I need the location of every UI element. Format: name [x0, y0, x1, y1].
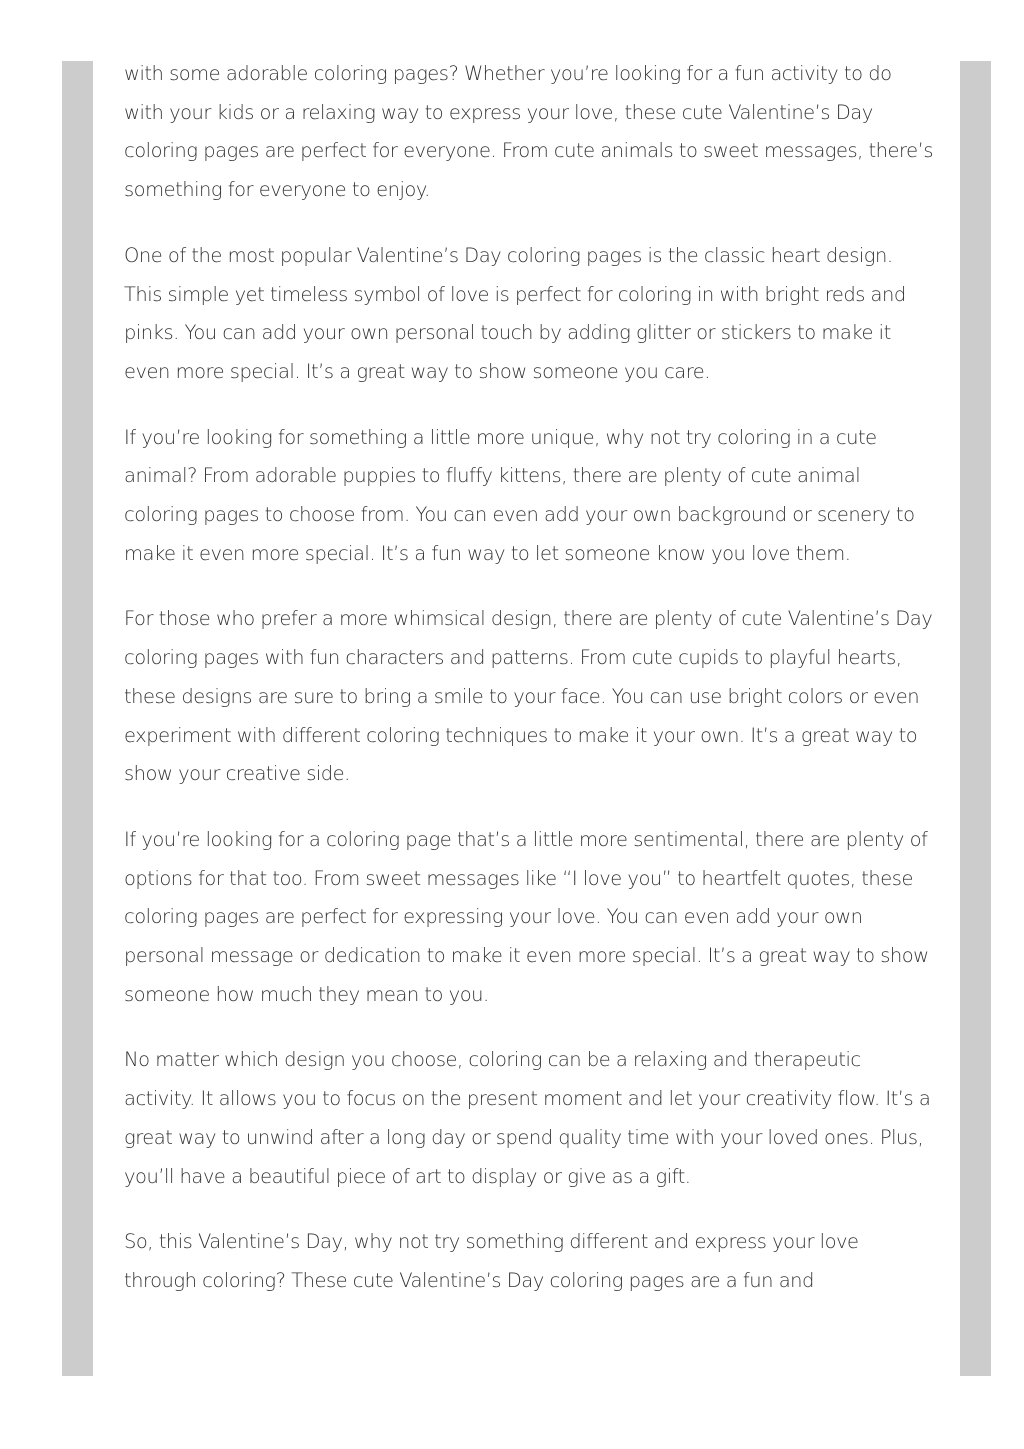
paragraph: So, this Valentine’s Day, why not try something different and express your love through coloring? These cute Valentine’s Day coloring pages are a fun and — [124, 1230, 859, 1292]
paragraph: One of the most popular Valentine’s Day coloring pages is the classic heart design. This simple yet timeless symbol of love is perfect for coloring in with bright reds and pinks. You can add your own personal touch by adding glitter or stickers to make it even more special. It’s a great way to show someone you care. — [124, 243, 906, 383]
paragraph: For those who prefer a more whimsical design, there are plenty of cute Valentine’s Day coloring pages with fun characters and patterns. From cute cupids to playful hearts, these designs are sure to bring a smile to your face. You can use bright colors or even experiment with different coloring techniques to make it your own. It’s a great way to show your creative side. — [124, 607, 933, 786]
right-margin-bar — [960, 61, 991, 1376]
paragraph: No matter which design you choose, coloring can be a relaxing and therapeutic activity. It allows you to focus on the present moment and let your creativity flow. It’s a great way to unwind after a long day or spend quality time with your loved ones. Plus, you’ll have a beautiful piece of art to display or give as a gift. — [124, 1048, 931, 1188]
paragraph: If you’re looking for a coloring page that’s a little more sentimental, there are plenty of options for that too. From sweet messages like “I love you” to heartfelt quotes, these coloring pages are perfect for expressing your love. You can even add your own personal message or dedication to make it even more special. It’s a great way to show someone how much they mean to you. — [124, 827, 929, 1006]
article-body — [124, 55, 936, 1328]
paragraph: with some adorable coloring pages? Whether you’re looking for a fun activity to do with your kids or a relaxing way to express your love, these cute Valentine’s Day coloring pages are perfect for everyone. From cute animals to sweet messages, there’s something for everyone to enjoy. — [124, 62, 933, 202]
paragraph: If you’re looking for something a little more unique, why not try coloring in a cute animal? From adorable puppies to fluffy kittens, there are plenty of cute animal coloring pages to choose from. You can even add your own background or scenery to make it even more special. It’s a fun way to let someone know you love them. — [124, 425, 915, 565]
left-margin-bar — [62, 61, 93, 1376]
